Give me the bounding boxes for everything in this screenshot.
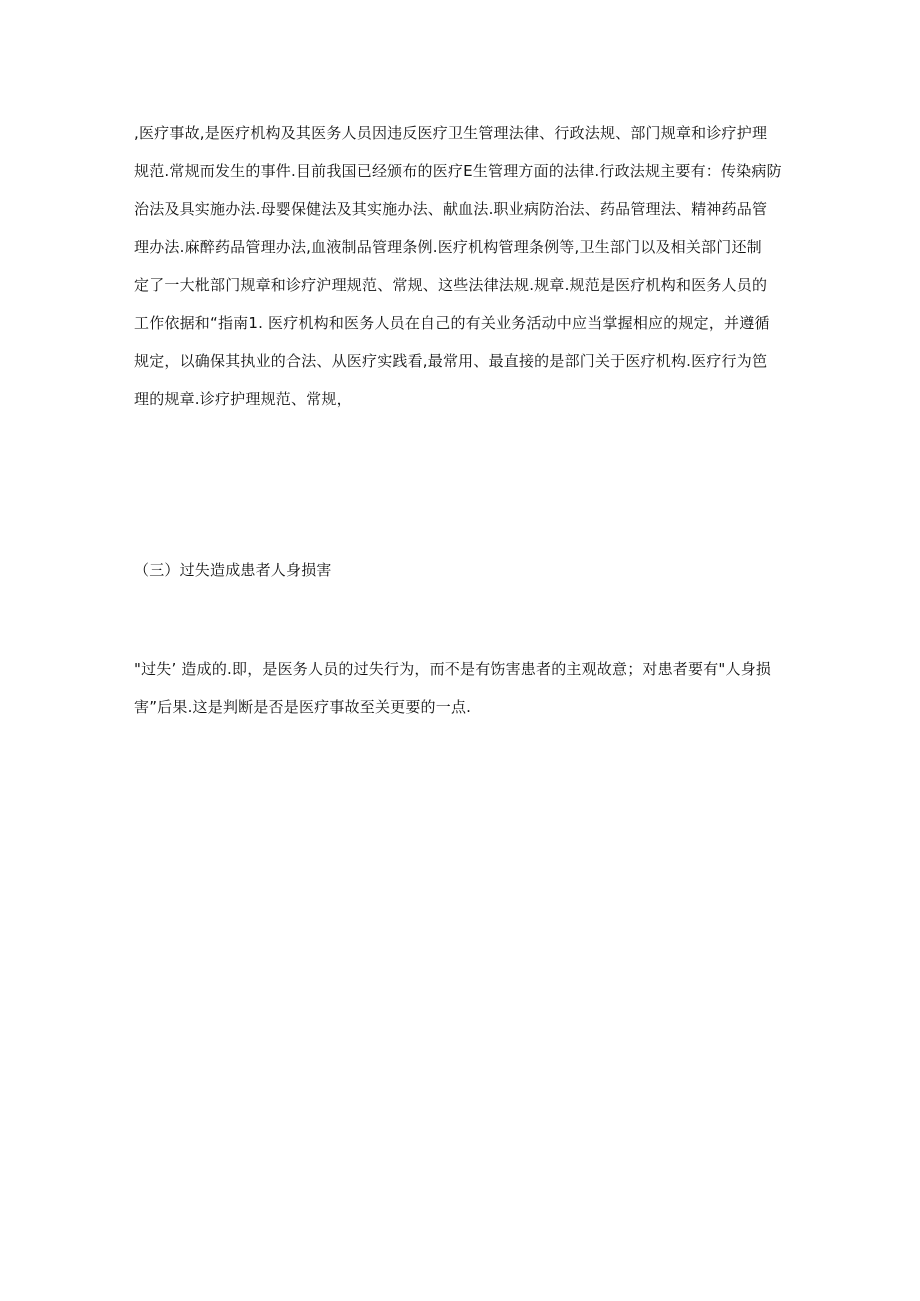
text-line: 规范.常规而发生的事件.目前我国已经颁布的医疗E生管理方面的法律.行政法规主要有：传染病防 — [134, 162, 782, 180]
text-line: 定了一大枇部门规章和诊疗沪理规范、常规、这些法律法规.规章.规范是医疗机构和医务人员的 — [134, 276, 768, 294]
text-line: "过失’ 造成的.即，是医务人员的过失行为，而不是有饬害患者的主观故意；对患者要有"人身损 — [134, 660, 772, 678]
section-heading-text: （三）过失造成患者人身损害 — [134, 561, 332, 579]
text-line: 规定，以确保其执业的合法、从医疗实践看,最常用、最直接的是部门关于医疗机构.医疗行为笆 — [134, 352, 768, 370]
text-line: 害”后果.这是判断是否是医疗事故至关更要的一点. — [134, 698, 472, 716]
paragraph-negligence — [134, 650, 794, 726]
text-line: ,医疗事故,是医疗机构及其医务人员因违反医疗卫生管理法律、行政法规、部门规章和诊疗护理 — [134, 124, 768, 142]
section-heading — [134, 551, 794, 589]
text-line: 工作依据和“指南1. 医疗机构和医务人员在自己的有关业务活动中应当掌握相应的规定，并遵循 — [134, 314, 770, 332]
text-line: 治法及具实施办法.母婴保健法及其实施办法、献血法.职业病防治法、药品管理法、精神药品管 — [134, 200, 768, 218]
text-line: 理的规章.诊疗护理规范、常规， — [134, 390, 352, 408]
text-line: 理办法.麻醉药品管理办法,血液制品管理条例.医疗机构管理条例等,卫生部门以及相关部门还制 — [134, 238, 762, 256]
paragraph-medical-accident-definition — [134, 114, 794, 418]
